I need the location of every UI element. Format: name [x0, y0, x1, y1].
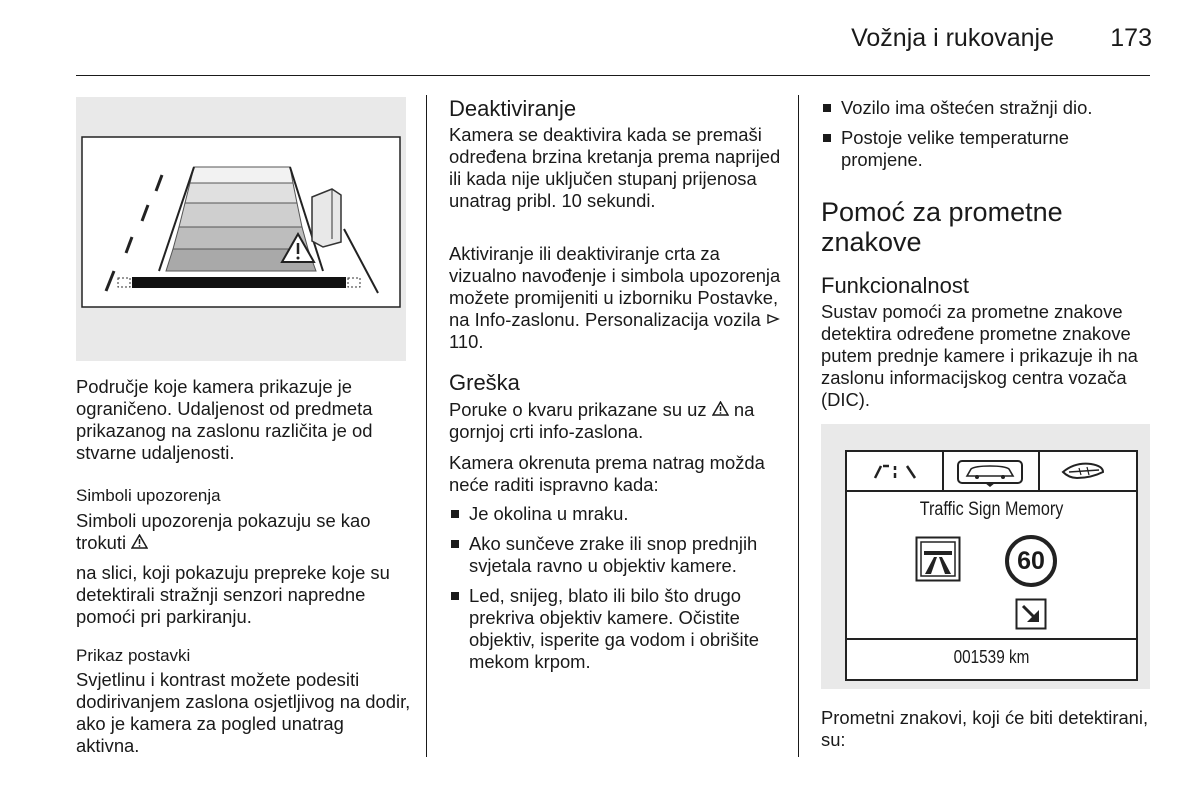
eco-leaf-icon: [1061, 460, 1105, 482]
error-text-cont: na gornjoj crti info-zaslona.: [449, 399, 755, 442]
column-divider-2: [798, 95, 799, 757]
warning-symbols-heading: Simboli upozorenja: [76, 486, 221, 505]
rear-camera-figure: [76, 97, 406, 361]
dic-divider: [847, 638, 1136, 640]
list-item: Je okolina u mraku.: [449, 503, 785, 525]
list-item: Vozilo ima oštećen stražnji dio.: [821, 97, 1153, 119]
camera-conditions-paragraph: Kamera okrenuta prema natrag možda neće raditi ispravno kada:: [449, 452, 765, 495]
camera-area-paragraph: Područje koje kamera prikazuje je ograničeno. Udaljenost od predmeta prikazanog na zaslonu različita je od stvarne udaljenosti.: [76, 376, 373, 463]
camera-conditions-list-cont: [821, 97, 1153, 179]
functionality-paragraph: Sustav pomoći za prometne znakove detektira određene prometne znakove putem prednje kamere i prikazuje ih na zaslonu informacijskog centra vozača (DIC).: [821, 301, 1138, 410]
heading-line-1: Pomoć za prometne: [821, 197, 1063, 227]
header-rule: [76, 75, 1150, 76]
detected-signs-paragraph: Prometni znakovi, koji će biti detektirani, su:: [821, 707, 1149, 750]
functionality-heading: Funkcionalnost: [821, 273, 969, 298]
column-divider-1: [426, 95, 427, 757]
page-reference-arrow-icon: [766, 309, 780, 331]
list-item: Postoje velike temperaturne promjene.: [821, 127, 1153, 171]
display-settings-heading: Prikaz postavki: [76, 646, 191, 665]
camera-conditions-list: [449, 503, 785, 681]
error-paragraph: [449, 399, 785, 443]
odometer-readout: 001539 km: [953, 647, 1030, 667]
rear-camera-display-icon: [76, 97, 406, 361]
dic-display: [845, 450, 1138, 681]
deactivation-paragraph: Kamera se deaktivira kada se premaši određena brzina kretanja prema naprijed ili kada nije uključen stupanj prijenosa unatrag pribl. 10 sekundi.: [449, 124, 781, 211]
list-item: Ako sunčeve zrake ili snop prednjih svjetala ravno u objektiv kamere.: [449, 533, 785, 577]
error-text: Poruke o kvaru prikazane su uz: [449, 399, 707, 420]
deactivation-heading: Deaktiviranje: [449, 96, 577, 121]
activation-text: Aktiviranje ili deaktiviranje crta za vizualno navođenje i simbola upozorenja možete promijeniti u izborniku Postavke, na Info-zaslonu. Personalizacija vozila: [449, 243, 781, 330]
dic-figure: [821, 424, 1150, 689]
section-title: Vožnja i rukovanje: [851, 24, 1054, 52]
road-lane-icon: [873, 462, 917, 482]
page-number: 173: [1110, 24, 1152, 52]
traffic-sign-assistant-heading: [821, 197, 1153, 257]
warning-symbols-paragraph: [76, 510, 411, 554]
warning-symbols-text: Simboli upozorenja pokazuju se kao trokuti: [76, 510, 371, 553]
warning-triangle-icon: [712, 399, 729, 421]
display-settings-paragraph: Svjetlinu i kontrast možete podesiti dodirivanjem zaslona osjetljivog na dodir, ako je kamera za pogled unatrag aktivna.: [76, 669, 411, 756]
motorway-sign-icon: [915, 536, 961, 582]
warning-symbols-paragraph-cont: na slici, koji pokazuju prepreke koje su detektirali stražnji senzori napredne pomoći pri parkiranju.: [76, 562, 390, 627]
direction-arrow-sign-icon: [1015, 598, 1047, 630]
warning-triangle-icon: [131, 532, 148, 554]
activation-page-reference: 110.: [449, 331, 484, 352]
tab-divider: [1038, 452, 1040, 490]
heading-line-2: znakove: [821, 227, 922, 257]
error-heading: Greška: [449, 370, 520, 395]
car-icon: [955, 458, 1025, 488]
dic-title: Traffic Sign Memory: [919, 499, 1064, 520]
speed-limit-value: 60: [1017, 547, 1045, 575]
activation-paragraph: [449, 243, 785, 353]
list-item: Led, snijeg, blato ili bilo što drugo prekriva objektiv kamere. Očistite objektiv, isperite ga vodom i obrišite mekom krpom.: [449, 585, 785, 673]
tab-divider: [942, 452, 944, 490]
